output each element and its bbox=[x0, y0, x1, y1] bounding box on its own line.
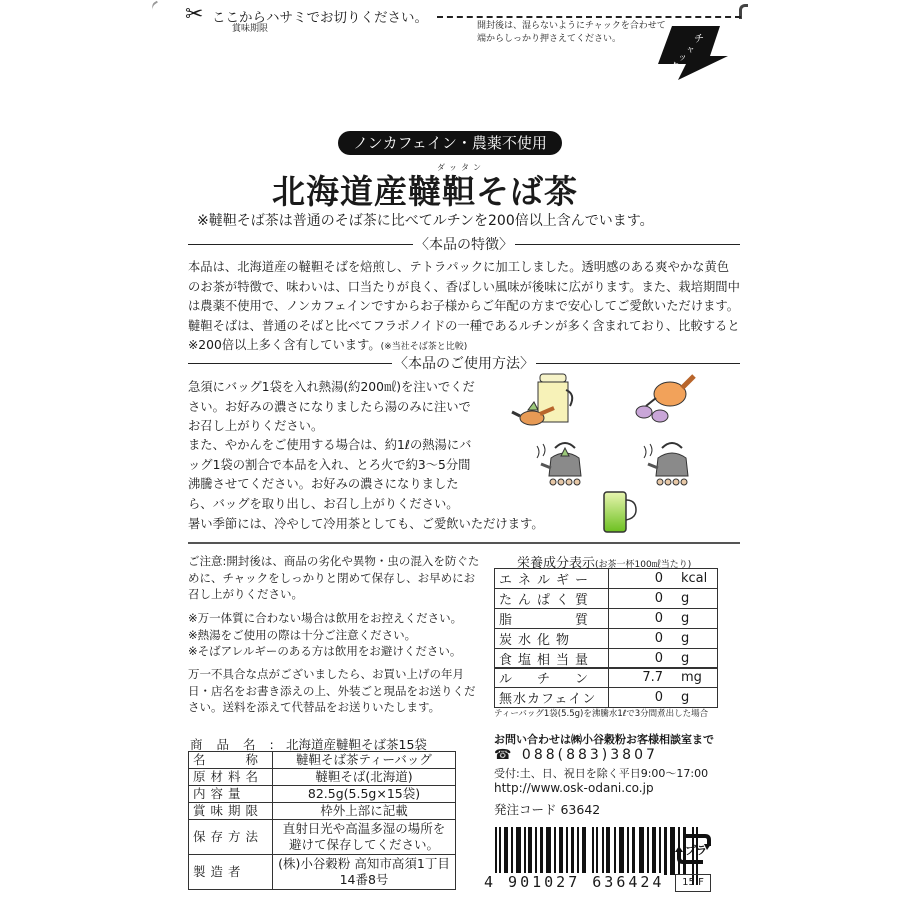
table-row bbox=[189, 855, 456, 890]
nutrient-value: 0 bbox=[609, 609, 668, 629]
cut-instruction: ここからハサミでお切りください。 bbox=[212, 10, 428, 26]
health-cautions bbox=[188, 610, 480, 660]
kettle-teabag-icon bbox=[533, 440, 593, 490]
cut-dashed-line[interactable] bbox=[437, 16, 741, 18]
product-title: 北海道産韃靼そば茶 bbox=[272, 172, 578, 211]
nutrient-unit: g bbox=[667, 649, 718, 669]
nutrient-unit: g bbox=[667, 609, 718, 629]
table-row bbox=[189, 752, 456, 769]
zipper-note-line: 端からしっかり押さえてください。 bbox=[477, 34, 622, 44]
features-text: 本品は、北海道産の韃靼そばを焙煎し、テトラパックに加工しました。透明感のある爽やかな黄色のお茶が特徴で、味わいは、口当たりが良く、香ばしい風味が後味に広がります。また、栽培期間中は農薬不使用で、ノンカフェインですからお子様からご年配の方まで安心してご愛飲いただけます。韃靼そばは、普通のそばと比べてフラボノイドの一種であるルチンが多く含まれており、比較すると※200倍以上多く含有しています。 bbox=[188, 260, 740, 352]
info-key: 製造者 bbox=[189, 855, 273, 890]
info-value: 韃靼そば茶ティーバッグ bbox=[273, 752, 456, 769]
nutrient-unit: g bbox=[667, 589, 718, 609]
table-row bbox=[495, 668, 718, 688]
nutrient-value: 0 bbox=[609, 589, 668, 609]
zipper-note-line: 開封後は、湿らないようにチャックを合わせて bbox=[477, 21, 666, 31]
table-row bbox=[189, 803, 456, 820]
info-value: 枠外上部に記載 bbox=[273, 803, 456, 820]
table-row bbox=[495, 569, 718, 589]
table-row bbox=[189, 820, 456, 855]
info-value: 82.5g(5.5g×15袋) bbox=[273, 786, 456, 803]
barcode-digits: 4 901027 636424 bbox=[484, 873, 665, 891]
usage-cold: 暑い季節には、冷やして冷用茶としても、ご愛飲いただけます。 bbox=[188, 517, 544, 531]
caution-line: ※万一体質に合わない場合は飲用をお控えください。 bbox=[188, 611, 463, 625]
info-value: 直射日光や高温多湿の場所を避けて保存してください。 bbox=[273, 820, 456, 855]
table-row bbox=[495, 589, 718, 609]
nutrient-label: 食塩相当量 bbox=[495, 649, 609, 669]
nutrient-label: 脂 質 bbox=[495, 609, 609, 629]
svg-text:プラ: プラ bbox=[685, 844, 707, 857]
features-footnote: (※当社そば茶と比較) bbox=[380, 342, 468, 352]
nutrient-unit: g bbox=[667, 688, 718, 708]
website-link[interactable]: http://www.osk-odani.co.jp bbox=[494, 781, 654, 795]
teapot-cups-icon bbox=[630, 374, 700, 424]
thermos-pouring-icon bbox=[510, 368, 600, 430]
nutrient-label: ル チ ン bbox=[495, 668, 609, 688]
usage-heading-label: 〈本品のご使用方法〉 bbox=[394, 356, 534, 372]
nutrition-title-label: 栄養成分表示 bbox=[517, 556, 596, 571]
nutrient-value: 0 bbox=[609, 629, 668, 649]
info-key: 保存方法 bbox=[189, 820, 273, 855]
nutrient-unit: g bbox=[667, 629, 718, 649]
nutrition-table bbox=[494, 568, 718, 669]
order-code: 発注コード 63642 bbox=[494, 802, 601, 817]
usage-kettle: また、やかんをご使用する場合は、約1ℓの熱湯にバッグ1袋の割合で本品を入れ、とろ火で約3〜5分間沸騰させてください。お好みの濃さになりましたら、バッグを取り出し、お召し上がりください。 bbox=[188, 438, 472, 511]
svg-text:ャ: ャ bbox=[686, 45, 696, 55]
title-ruby: ダッタン bbox=[437, 163, 485, 172]
features-body bbox=[188, 258, 740, 358]
heading-rule bbox=[515, 244, 740, 245]
info-value: (株)小谷穀粉 高知市高須1丁目14番8号 bbox=[273, 855, 456, 890]
nutrient-label: 無水カフェイン bbox=[495, 688, 609, 708]
info-key: 原材料名 bbox=[189, 769, 273, 786]
svg-text:チ: チ bbox=[694, 34, 704, 45]
info-key: 内容量 bbox=[189, 786, 273, 803]
heading-rule bbox=[188, 363, 392, 364]
table-row bbox=[495, 688, 718, 708]
product-info-table bbox=[188, 751, 456, 890]
svg-text:ク: ク bbox=[670, 62, 680, 73]
usage-teapot: 急須にバッグ1袋を入れ熱湯(約200㎖)を注いでください。お好みの濃さになりましたら湯のみに注いでお召し上がりください。 bbox=[188, 380, 475, 433]
nutrient-value: 7.7 bbox=[609, 668, 668, 688]
recycle-code: 15.F bbox=[675, 874, 711, 892]
scissors-icon: ✂ bbox=[185, 2, 204, 27]
section-divider bbox=[188, 542, 740, 544]
plastic-recycle-icon bbox=[675, 832, 711, 866]
product-name-value: 北海道産韃靼そば茶15袋 bbox=[286, 737, 427, 752]
nutrition-serving-note: (お茶一杯100㎖当たり) bbox=[595, 560, 692, 570]
kettle-icon bbox=[640, 440, 700, 490]
nutrient-label: エネルギー bbox=[495, 569, 609, 589]
features-heading bbox=[188, 236, 740, 252]
phone-icon: ☎ bbox=[494, 747, 515, 763]
caution-line: ※そばアレルギーのある方は飲用をお避けください。 bbox=[188, 644, 462, 658]
nutrition-extra-table bbox=[494, 667, 718, 708]
nutrient-label: たんぱく質 bbox=[495, 589, 609, 609]
phone-row bbox=[494, 747, 658, 763]
caution-line: ※熱湯をご使用の際は十分ご注意ください。 bbox=[188, 627, 417, 642]
hours-text: 受付:土、日、祝日を除く平日9:00〜17:00 bbox=[494, 767, 709, 780]
rutin-claim: ※韃靼そば茶は普通のそば茶に比べてルチンを200倍以上含んでいます。 bbox=[197, 213, 654, 229]
zipper-note bbox=[477, 20, 677, 46]
nutrient-label: 炭水化物 bbox=[495, 629, 609, 649]
heading-rule bbox=[536, 363, 740, 364]
heading-rule bbox=[188, 244, 413, 245]
info-value: 韃靼そば(北海道) bbox=[273, 769, 456, 786]
zipper-arrow-icon bbox=[650, 20, 730, 80]
table-row bbox=[495, 609, 718, 629]
usage-heading bbox=[188, 355, 740, 371]
info-key: 賞味期限 bbox=[189, 803, 273, 820]
green-tea-pitcher-icon bbox=[600, 488, 640, 536]
phone-number[interactable]: 088(883)3807 bbox=[521, 747, 658, 763]
inquiry-text: お問い合わせは㈱小谷穀粉お客様相談室まで bbox=[494, 733, 714, 746]
feature-badge: ノンカフェイン・農薬不使用 bbox=[338, 131, 562, 155]
nutrient-value: 0 bbox=[609, 569, 668, 589]
nutrient-value: 0 bbox=[609, 688, 668, 708]
defect-notice: 万一不具合な点がございましたら、お買い上げの年月日・店名をお書き添えの上、外装ごと現品をお送りください。送料を添えて代替品をお送りいたします。 bbox=[188, 667, 476, 714]
nutrient-value: 0 bbox=[609, 649, 668, 669]
table-row bbox=[495, 629, 718, 649]
nutrition-footnote: ティーバッグ1袋(5.5g)を沸騰水1ℓで3分間煮出した場合 bbox=[494, 709, 709, 719]
table-row bbox=[189, 769, 456, 786]
info-key: 名 称 bbox=[189, 752, 273, 769]
table-row bbox=[189, 786, 456, 803]
expiry-label: 賞味期限 bbox=[232, 24, 269, 34]
features-heading-label: 〈本品の特徴〉 bbox=[415, 237, 513, 253]
table-row bbox=[495, 649, 718, 669]
svg-text:ッ: ッ bbox=[678, 53, 688, 63]
storage-caution: ご注意:開封後は、商品の劣化や異物・虫の混入を防ぐために、チャックをしっかりと閉めて保存し、お早めにお召し上がりください。 bbox=[188, 554, 480, 601]
product-name-key: 商品名: bbox=[190, 737, 288, 752]
nutrient-unit: mg bbox=[667, 668, 718, 688]
nutrient-unit: kcal bbox=[667, 569, 718, 589]
